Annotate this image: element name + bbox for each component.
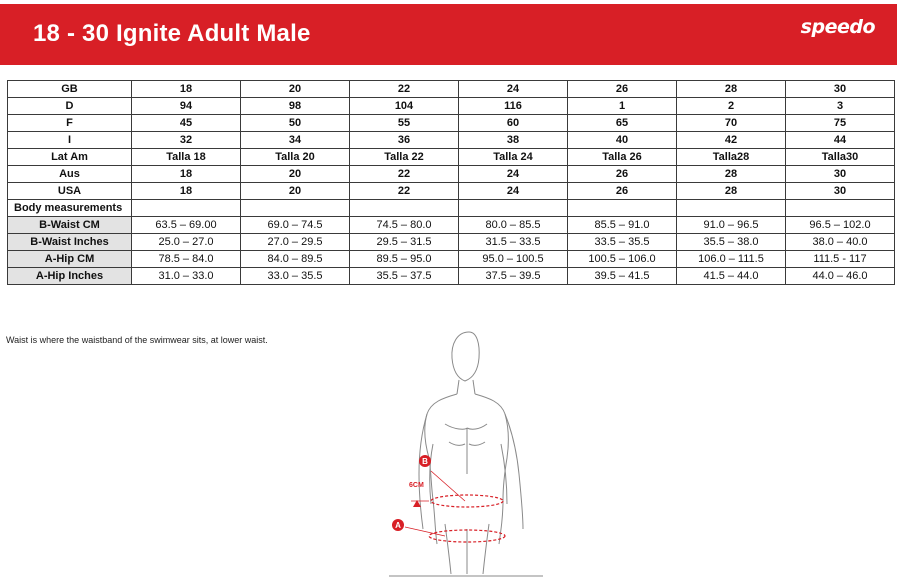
table-cell: 55 <box>350 115 459 132</box>
table-cell: 22 <box>350 81 459 98</box>
row-label: F <box>8 115 132 132</box>
offset-label: 6CM <box>409 482 424 489</box>
page-title: 18 - 30 Ignite Adult Male <box>33 20 311 47</box>
table-cell: 45 <box>132 115 241 132</box>
table-cell: 20 <box>241 183 350 200</box>
table-row <box>8 268 895 285</box>
table-row <box>8 200 895 217</box>
table-cell: 1 <box>568 98 677 115</box>
table-cell: 24 <box>459 183 568 200</box>
table-cell <box>350 200 459 217</box>
table-row <box>8 217 895 234</box>
table-cell: 35.5 – 38.0 <box>677 234 786 251</box>
table-cell: 65 <box>568 115 677 132</box>
table-cell: 84.0 – 89.5 <box>241 251 350 268</box>
table-cell: 24 <box>459 166 568 183</box>
table-row <box>8 98 895 115</box>
table-cell: 2 <box>677 98 786 115</box>
table-row <box>8 81 895 98</box>
table-cell: 33.5 – 35.5 <box>568 234 677 251</box>
row-label: D <box>8 98 132 115</box>
table-cell: Talla28 <box>677 149 786 166</box>
table-cell: 22 <box>350 166 459 183</box>
table-cell: Talla 26 <box>568 149 677 166</box>
table-cell: 40 <box>568 132 677 149</box>
row-label: Aus <box>8 166 132 183</box>
table-cell: 18 <box>132 183 241 200</box>
body-measurement-figure <box>385 324 545 579</box>
table-cell: 44.0 – 46.0 <box>786 268 895 285</box>
row-label: B-Waist CM <box>8 217 132 234</box>
table-cell: 75 <box>786 115 895 132</box>
table-cell: 100.5 – 106.0 <box>568 251 677 268</box>
table-cell: Talla 18 <box>132 149 241 166</box>
table-cell: 94 <box>132 98 241 115</box>
table-cell: 29.5 – 31.5 <box>350 234 459 251</box>
table-cell: 39.5 – 41.5 <box>568 268 677 285</box>
table-cell: 42 <box>677 132 786 149</box>
header-banner <box>0 4 897 65</box>
table-cell <box>132 200 241 217</box>
table-cell: 70 <box>677 115 786 132</box>
row-label: B-Waist Inches <box>8 234 132 251</box>
table-cell: 106.0 – 111.5 <box>677 251 786 268</box>
table-cell: 20 <box>241 166 350 183</box>
table-cell <box>786 200 895 217</box>
table-cell: 28 <box>677 166 786 183</box>
table-cell: 34 <box>241 132 350 149</box>
table-cell: 26 <box>568 183 677 200</box>
table-cell: 74.5 – 80.0 <box>350 217 459 234</box>
table-cell: 96.5 – 102.0 <box>786 217 895 234</box>
table-cell: 104 <box>350 98 459 115</box>
table-cell: 3 <box>786 98 895 115</box>
table-cell: 31.0 – 33.0 <box>132 268 241 285</box>
table-cell: 26 <box>568 81 677 98</box>
row-label: GB <box>8 81 132 98</box>
table-cell: 44 <box>786 132 895 149</box>
table-cell: 89.5 – 95.0 <box>350 251 459 268</box>
table-cell: 63.5 – 69.00 <box>132 217 241 234</box>
table-cell: 28 <box>677 81 786 98</box>
table-cell: 30 <box>786 166 895 183</box>
table-cell: 33.0 – 35.5 <box>241 268 350 285</box>
table-cell: 60 <box>459 115 568 132</box>
table-cell: 98 <box>241 98 350 115</box>
table-cell: 69.0 – 74.5 <box>241 217 350 234</box>
table-cell: 20 <box>241 81 350 98</box>
section-label: Body measurements <box>8 200 132 217</box>
row-label: A-Hip Inches <box>8 268 132 285</box>
table-cell: Talla 24 <box>459 149 568 166</box>
table-cell <box>241 200 350 217</box>
row-label: Lat Am <box>8 149 132 166</box>
table-cell: 116 <box>459 98 568 115</box>
table-cell <box>568 200 677 217</box>
table-row <box>8 149 895 166</box>
table-cell: 78.5 – 84.0 <box>132 251 241 268</box>
speedo-logo: speedo <box>800 16 875 38</box>
table-cell: 27.0 – 29.5 <box>241 234 350 251</box>
table-cell: 111.5 - 117 <box>786 251 895 268</box>
table-cell: 35.5 – 37.5 <box>350 268 459 285</box>
table-cell <box>677 200 786 217</box>
row-label: USA <box>8 183 132 200</box>
table-cell: 31.5 – 33.5 <box>459 234 568 251</box>
table-cell: 30 <box>786 81 895 98</box>
table-cell: 18 <box>132 81 241 98</box>
table-cell: Talla 22 <box>350 149 459 166</box>
waist-note: Waist is where the waistband of the swimwear sits, at lower waist. <box>6 335 268 345</box>
table-cell: 24 <box>459 81 568 98</box>
table-row <box>8 251 895 268</box>
table-cell: 38 <box>459 132 568 149</box>
table-cell: 30 <box>786 183 895 200</box>
table-row <box>8 234 895 251</box>
table-cell: 28 <box>677 183 786 200</box>
marker-a-label: A <box>395 521 401 530</box>
table-row <box>8 132 895 149</box>
table-cell: 18 <box>132 166 241 183</box>
row-label: I <box>8 132 132 149</box>
table-row <box>8 166 895 183</box>
table-cell: 22 <box>350 183 459 200</box>
table-cell: 50 <box>241 115 350 132</box>
table-cell: Talla30 <box>786 149 895 166</box>
size-chart-table <box>7 80 895 285</box>
mannequin-outline <box>419 332 523 574</box>
table-cell: 36 <box>350 132 459 149</box>
table-cell: 41.5 – 44.0 <box>677 268 786 285</box>
table-cell: 26 <box>568 166 677 183</box>
table-cell: 80.0 – 85.5 <box>459 217 568 234</box>
table-cell: 37.5 – 39.5 <box>459 268 568 285</box>
row-label: A-Hip CM <box>8 251 132 268</box>
table-cell: 25.0 – 27.0 <box>132 234 241 251</box>
table-cell: 85.5 – 91.0 <box>568 217 677 234</box>
table-cell: 38.0 – 40.0 <box>786 234 895 251</box>
table-row <box>8 183 895 200</box>
table-cell: 95.0 – 100.5 <box>459 251 568 268</box>
table-cell: Talla 20 <box>241 149 350 166</box>
table-row <box>8 115 895 132</box>
table-cell: 91.0 – 96.5 <box>677 217 786 234</box>
marker-b-label: B <box>422 457 428 466</box>
table-cell: 32 <box>132 132 241 149</box>
table-cell <box>459 200 568 217</box>
waist-measure-line <box>431 495 503 507</box>
